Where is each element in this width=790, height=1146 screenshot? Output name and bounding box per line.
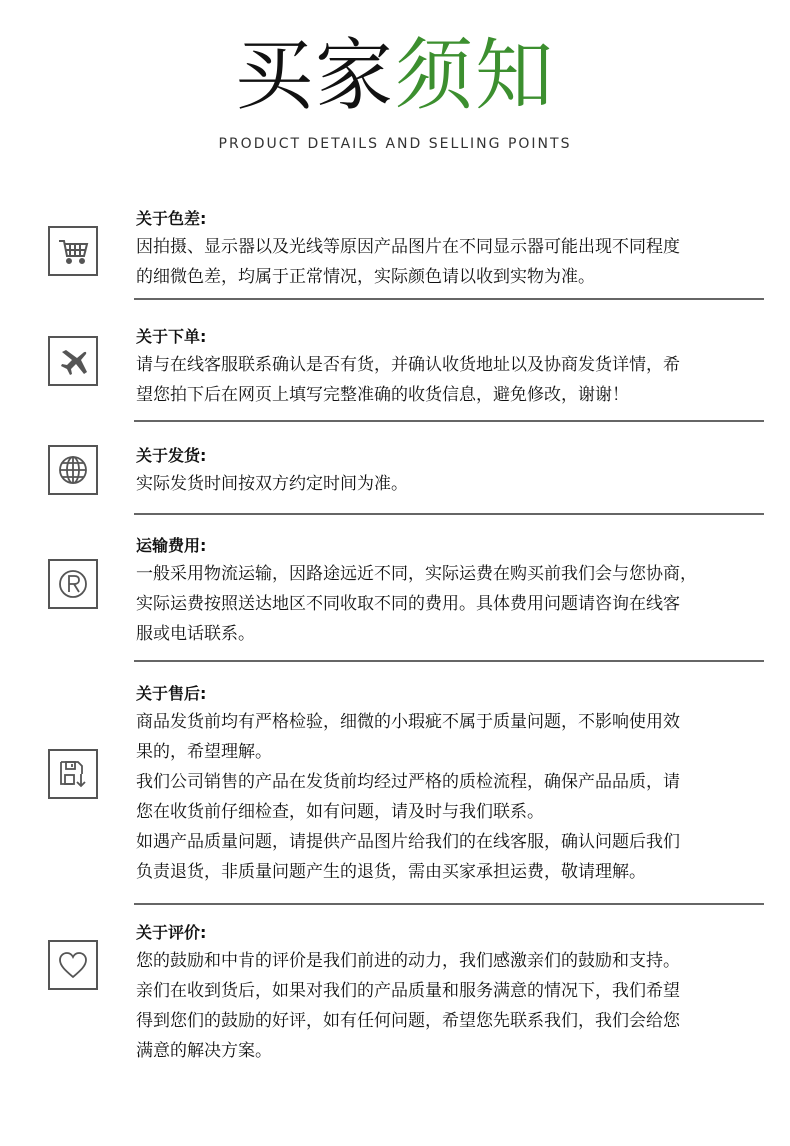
divider <box>134 298 764 300</box>
heart-icon <box>48 940 98 990</box>
section-line: 负责退货，非质量问题产生的退货，需由买家承担运费，敬请理解。 <box>136 862 646 882</box>
section-line: 您在收货前仔细检查，如有问题，请及时与我们联系。 <box>136 802 544 822</box>
section-heading: 运输费用: <box>136 536 207 555</box>
divider <box>134 660 764 662</box>
registered-icon <box>48 559 98 609</box>
section-line: 满意的解决方案。 <box>136 1041 272 1061</box>
section-heading: 关于发货: <box>136 446 207 465</box>
section-line: 请与在线客服联系确认是否有货，并确认收货地址以及协商发货详情，希 <box>136 355 680 375</box>
section-line: 一般采用物流运输，因路途远近不同，实际运费在购买前我们会与您协商， <box>136 564 697 584</box>
section-heading: 关于下单: <box>136 327 207 346</box>
section-line: 果的，希望理解。 <box>136 742 272 762</box>
section-line: 商品发货前均有严格检验，细微的小瑕疵不属于质量问题，不影响使用效 <box>136 712 680 732</box>
section-content <box>136 324 748 410</box>
page-subtitle: PRODUCT DETAILS AND SELLING POINTS <box>218 136 572 152</box>
divider <box>134 903 764 905</box>
section-line: 您的鼓励和中肯的评价是我们前进的动力，我们感激亲们的鼓励和支持。 <box>136 951 680 971</box>
page-title <box>0 28 790 124</box>
page-title-green: 须知 <box>395 31 556 121</box>
section-heading: 关于售后: <box>136 684 207 703</box>
section-line: 因拍摄、显示器以及光线等原因产品图片在不同显示器可能出现不同程度 <box>136 237 680 257</box>
section-content <box>136 206 748 292</box>
page-header <box>0 28 790 152</box>
page-title-black: 买家 <box>234 31 395 121</box>
section-line: 实际发货时间按双方约定时间为准。 <box>136 474 408 494</box>
section-heading: 关于色差: <box>136 209 207 228</box>
save-download-icon <box>48 749 98 799</box>
section-line: 得到您们的鼓励的好评，如有任何问题，希望您先联系我们，我们会给您 <box>136 1011 680 1031</box>
divider <box>134 420 764 422</box>
divider <box>134 513 764 515</box>
shopping-cart-icon <box>48 226 98 276</box>
section-line: 如遇产品质量问题，请提供产品图片给我们的在线客服，确认问题后我们 <box>136 832 680 852</box>
section-content <box>136 443 748 499</box>
section-content <box>136 533 748 649</box>
section-line: 我们公司销售的产品在发货前均经过严格的质检流程，确保产品品质，请 <box>136 772 680 792</box>
section-line: 望您拍下后在网页上填写完整准确的收货信息，避免修改，谢谢！ <box>136 385 629 405</box>
section-line: 的细微色差，均属于正常情况，实际颜色请以收到实物为准。 <box>136 267 595 287</box>
section-content <box>136 920 748 1066</box>
section-line: 实际运费按照送达地区不同收取不同的费用。具体费用问题请咨询在线客 <box>136 594 680 614</box>
section-heading: 关于评价: <box>136 923 207 942</box>
section-line: 亲们在收到货后，如果对我们的产品质量和服务满意的情况下，我们希望 <box>136 981 680 1001</box>
airplane-icon <box>48 336 98 386</box>
globe-icon <box>48 445 98 495</box>
section-content <box>136 681 748 887</box>
section-line: 服或电话联系。 <box>136 624 255 644</box>
